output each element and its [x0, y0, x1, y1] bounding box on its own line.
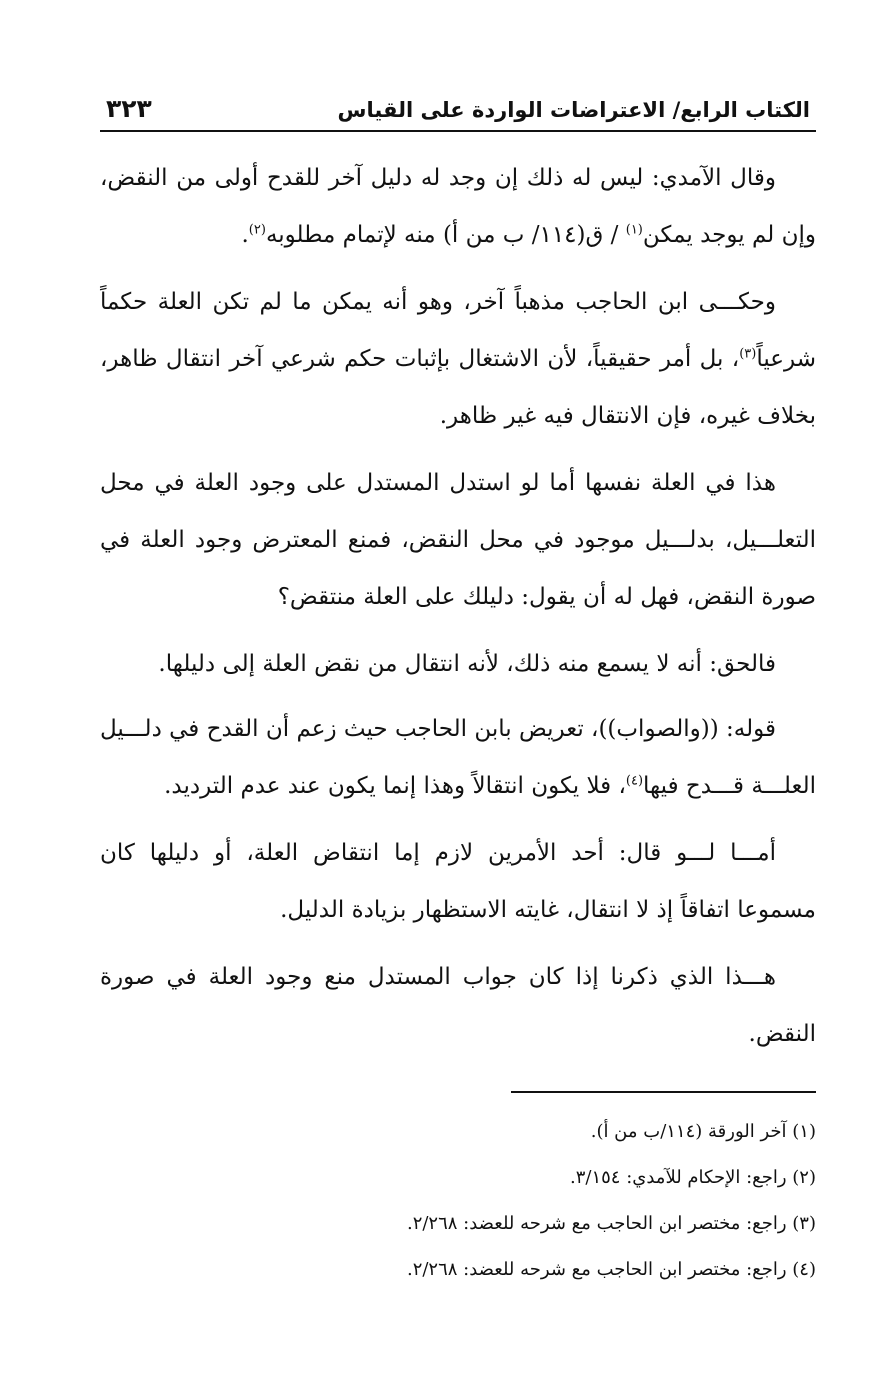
footnote-separator — [511, 1091, 816, 1093]
paragraph-text: هذا في العلة نفسها أما لو استدل المستدل على وجود العلة في محل التعلـــيل، بدلـــيل موجود في محل النقض، فمنع المعترض وجود العلة في صورة النقض، فهل له أن يقول: دليلك على العلة منتقض؟ — [100, 470, 816, 610]
paragraph-text: أمـــا لـــو قال: أحد الأمرين لازم إما انتقاض العلة، أو دليلها كان مسموعا اتفاقاً إذ لا انتقال، غايته الاستظهار بزيادة الدليل. — [100, 840, 816, 923]
running-title: الكتاب الرابع/ الاعتراضات الواردة على القياس — [337, 98, 810, 122]
paragraph-amidi — [100, 150, 816, 264]
paragraph-text: قوله: ((والصواب))، تعريض بابن الحاجب حيث زعم أن القدح في دلـــيل العلـــة قـــدح فيها — [99, 716, 816, 799]
paragraph-ibn-hajib — [100, 274, 816, 445]
footnote-3: (٣) راجع: مختصر ابن الحاجب مع شرحه للعضد: ٢/٢٦٨. — [406, 1213, 816, 1234]
paragraph-text: ، فلا يكون انتقالاً وهذا إنما يكون عند عدم الترديد. — [164, 773, 626, 799]
paragraph-qawluhu — [100, 701, 816, 815]
paragraph-text: وحكـــى ابن الحاجب مذهباً آخر، وهو أنه يمكن ما لم تكن العلة حكماً شرعياً — [100, 289, 816, 372]
paragraph-text: وقال الآمدي: ليس له ذلك إن وجد له دليل آخر للقدح أولى من النقض، وإن لم يوجد يمكن — [100, 165, 816, 248]
paragraph-text: هـــذا الذي ذكرنا إذا كان جواب المستدل منع وجود العلة في صورة النقض. — [100, 964, 816, 1047]
running-header — [100, 88, 816, 132]
footnote-1: (١) آخر الورقة (١١٤/ب من أ). — [590, 1121, 816, 1142]
main-text — [100, 150, 816, 1063]
page-number: ٣٢٣ — [106, 94, 152, 123]
footnote-2: (٢) راجع: الإحكام للآمدي: ٣/١٥٤. — [570, 1167, 816, 1188]
paragraph-text: . — [241, 222, 249, 248]
footnote-4: (٤) راجع: مختصر ابن الحاجب مع شرحه للعضد: ٢/٢٦٨. — [406, 1259, 816, 1280]
paragraph-text: / ق(١١٤/ ب من أ) منه لإتمام مطلوبه — [265, 222, 626, 248]
footnotes — [100, 1109, 816, 1293]
footnote-ref: (١) — [625, 222, 643, 238]
paragraph-text: ، بل أمر حقيقياً، لأن الاشتغال بإثبات حكم شرعي آخر انتقال ظاهر، بخلاف غيره، فإن الانتقال فيه غير ظاهر. — [100, 346, 816, 429]
footnote-ref: (٢) — [248, 222, 266, 238]
footnote-ref: (٣) — [739, 346, 757, 362]
paragraph-text: فالحق: أنه لا يسمع منه ذلك، لأنه انتقال من نقض العلة إلى دليلها. — [158, 651, 776, 677]
book-page — [100, 88, 816, 1308]
footnote-ref: (٤) — [625, 773, 644, 789]
